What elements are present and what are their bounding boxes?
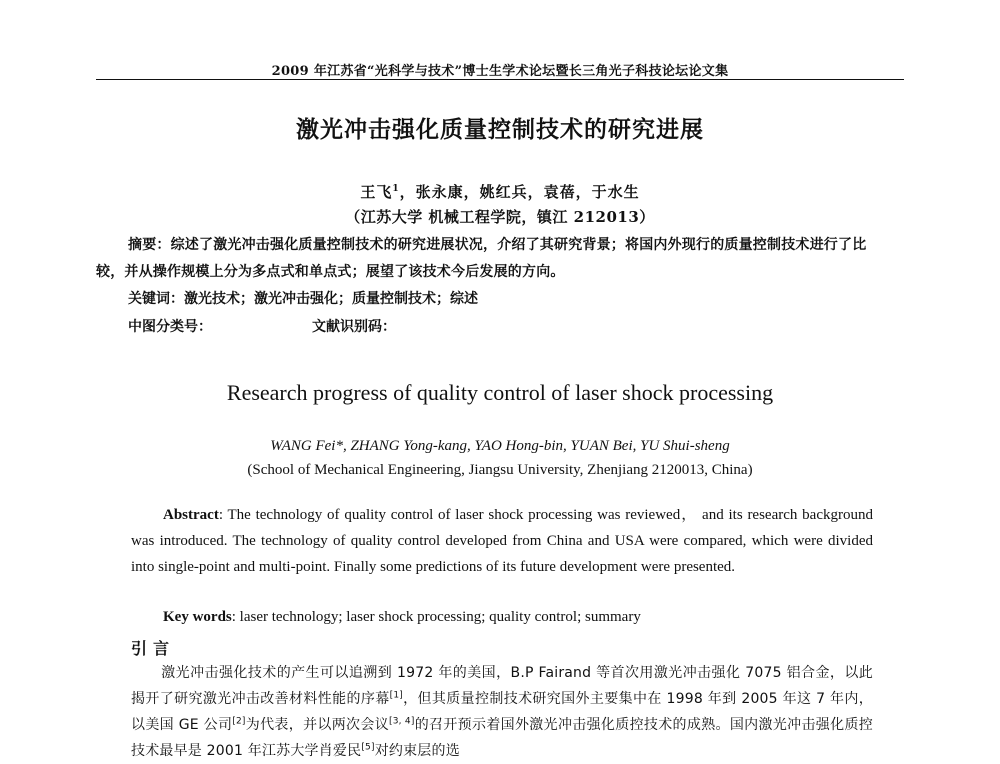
intro-text: 的召开预示着国外激光冲击强化质控技术的成熟。国内激光冲击强化质控技术最早是 2001 年江苏大学肖爱民 [131,717,873,759]
keywords-text-cn: ：激光技术；激光冲击强化；质量控制技术；综述 [170,291,478,307]
citation-ref: [3, 4] [389,716,415,727]
english-abstract [131,502,873,580]
citation-ref: [2] [232,716,246,727]
english-keywords [163,609,641,626]
author-superscript: 1 [392,184,400,194]
keywords-label-cn: 关键词 [128,291,170,307]
keywords-text-en: : laser technology; laser shock processing; quality control; summary [231,609,641,625]
abstract-label-en: Abstract [163,507,219,523]
chinese-title: 激光冲击强化质量控制技术的研究进展 [296,117,704,143]
english-affiliation: (School of Mechanical Engineering, Jiangsu University, Zhenjiang 2120013, China) [247,462,753,478]
first-author-cn: 王飞 [360,183,393,201]
running-header: 2009 年江苏省“光科学与技术”博士生学术论坛暨长三角光子科技论坛论文集 [271,64,729,79]
intro-text: 对约束层的选 [374,743,460,759]
section-heading-introduction: 引言 [131,639,176,658]
english-authors: WANG Fei*, ZHANG Yong-kang, YAO Hong-bin, YUAN Bei, YU Shui-sheng [270,438,730,454]
chinese-keywords [128,288,478,308]
citation-ref: [5] [361,742,375,753]
chinese-authors [0,181,1000,202]
classification-label: 中图分类号： [128,319,212,335]
chinese-abstract [96,232,872,286]
intro-text: 为代表，并以两次会议 [245,717,390,733]
intro-text: 激光冲击强化技术的产生可以追溯到 1972 年的美国，B.P Fairand 等首次用激光冲击强化 7075 铝合金，以此揭开了研究激光冲击改善材料性能的序幕 [131,665,873,707]
document-code-label: 文献识别码： [312,319,396,335]
citation-ref: [1] [389,690,403,701]
intro-text: ，但其质量控制技术研究国外主要集中在 1998 年到 2005 年这 7 年内，以美国 GE 公司 [131,691,873,733]
abstract-text-cn: ：综述了激光冲击强化质量控制技术的研究进展状况，介绍了其研究背景；将国内外现行的质量控制技术进行了比较，并从操作规模上分为多点式和单点式；展望了该技术今后发展的方向。 [96,237,867,280]
introduction-paragraph [131,660,873,764]
classification-line [128,316,396,336]
header-rule [96,79,904,80]
abstract-label-cn: 摘要 [128,237,157,253]
keywords-label-en: Key words [163,609,232,625]
chinese-affiliation: （江苏大学 机械工程学院，镇江 212013） [345,208,655,226]
other-authors-cn: ，张永康，姚红兵，袁蓓，于水生 [399,183,640,201]
abstract-text-en: : The technology of quality control of laser shock processing was reviewed， and its research background was introduced. The technology of quality control developed from China and USA were compared, which were divided into single-point and multi-point. Finally some predictions of its future development were presented. [131,507,873,575]
english-title: Research progress of quality control of laser shock processing [226,380,774,405]
